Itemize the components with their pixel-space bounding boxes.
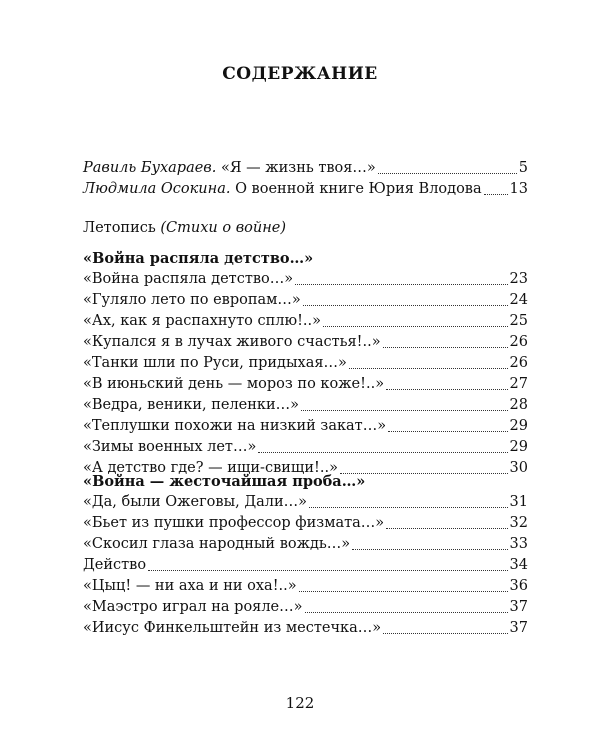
entry-page: 31 xyxy=(509,494,528,510)
page-title: СОДЕРЖАНИЕ xyxy=(222,64,378,84)
entry-page: 24 xyxy=(509,292,528,308)
entry-title: «Я — жизнь твоя…» xyxy=(220,160,376,176)
entry-title: «Гуляло лето по европам…» xyxy=(83,292,301,308)
dot-leader xyxy=(484,194,508,195)
toc-entry xyxy=(83,395,528,416)
toc-entry xyxy=(83,290,528,311)
entry-page: 34 xyxy=(509,557,528,573)
chronicle-label: Летопись xyxy=(83,220,156,236)
toc-entry xyxy=(83,534,528,555)
dot-leader xyxy=(386,528,507,529)
entry-page: 25 xyxy=(509,313,528,329)
entry-title: «Иисус Финкельштейн из местечка…» xyxy=(83,620,382,636)
entry-title: «А детство где? — ищи-свищи!..» xyxy=(83,460,338,476)
entry-page: 32 xyxy=(509,515,528,531)
toc-section xyxy=(83,471,528,639)
chronicle-heading xyxy=(83,218,528,239)
chronicle-subtitle: (Стихи о войне) xyxy=(160,220,286,236)
dot-leader xyxy=(301,410,508,411)
entry-page: 37 xyxy=(509,599,528,615)
entry-title: «Ах, как я распахнуто сплю!..» xyxy=(83,313,322,329)
entry-title: «Зимы военных лет…» xyxy=(83,439,257,455)
entry-title: «Цыц! — ни аха и ни оха!..» xyxy=(83,578,297,594)
toc-entry xyxy=(83,374,528,395)
entry-title: «Скосил глаза народный вождь…» xyxy=(83,536,351,552)
entry-page: 30 xyxy=(509,460,528,476)
entry-page: 37 xyxy=(509,620,528,636)
entry-page: 13 xyxy=(509,181,528,197)
dot-leader xyxy=(323,326,508,327)
toc-entry xyxy=(83,332,528,353)
dot-leader xyxy=(299,591,508,592)
page-number: 122 xyxy=(285,694,315,712)
entry-page: 33 xyxy=(509,536,528,552)
entry-title: «Ведра, веники, пеленки…» xyxy=(83,397,299,413)
toc-entry xyxy=(83,437,528,458)
dot-leader xyxy=(295,284,507,285)
toc-entry xyxy=(83,179,528,200)
entry-title: «Купался я в лучах живого счастья!..» xyxy=(83,334,381,350)
toc-entry xyxy=(83,513,528,534)
entry-title: «Маэстро играл на рояле…» xyxy=(83,599,303,615)
section-heading: «Война распяла детство…» xyxy=(83,250,314,267)
dot-leader xyxy=(303,305,508,306)
toc-entry xyxy=(83,158,528,179)
entry-page: 28 xyxy=(509,397,528,413)
entry-author: Людмила Осокина. xyxy=(83,181,231,197)
dot-leader xyxy=(352,549,507,550)
toc-entry xyxy=(83,618,528,639)
dot-leader xyxy=(309,507,508,508)
entry-title: О военной книге Юрия Влодова xyxy=(235,181,482,197)
dot-leader xyxy=(383,347,508,348)
entry-title: «Да, были Ожеговы, Дали…» xyxy=(83,494,308,510)
dot-leader xyxy=(386,389,507,390)
section-heading: «Война — жесточайшая проба…» xyxy=(83,473,366,490)
dot-leader xyxy=(305,612,508,613)
entry-author: Равиль Бухараев. xyxy=(83,160,217,176)
entry-page: 26 xyxy=(509,334,528,350)
entry-page: 26 xyxy=(509,355,528,371)
entry-page: 23 xyxy=(509,271,528,287)
dot-leader xyxy=(148,570,507,571)
toc-section xyxy=(83,248,528,479)
toc-entry xyxy=(83,555,528,576)
entry-title: Действо xyxy=(83,557,147,573)
toc-entry xyxy=(83,597,528,618)
toc-entry xyxy=(83,492,528,513)
intro-list xyxy=(83,158,528,200)
dot-leader xyxy=(378,173,517,174)
dot-leader xyxy=(349,368,508,369)
entry-page: 29 xyxy=(509,418,528,434)
dot-leader xyxy=(388,431,507,432)
entry-page: 27 xyxy=(509,376,528,392)
entry-title: «В июньский день — мороз по коже!..» xyxy=(83,376,385,392)
entry-title: «Танки шли по Руси, придыхая…» xyxy=(83,355,347,371)
entry-page: 36 xyxy=(509,578,528,594)
toc-entry xyxy=(83,416,528,437)
entry-title: «Бьет из пушки профессор физмата…» xyxy=(83,515,385,531)
toc-entry xyxy=(83,353,528,374)
entry-page: 5 xyxy=(518,160,528,176)
dot-leader xyxy=(383,633,507,634)
toc-entry xyxy=(83,269,528,290)
entry-title: «Теплушки похожи на низкий закат…» xyxy=(83,418,387,434)
entry-title: «Война распяла детство…» xyxy=(83,271,294,287)
toc-entry xyxy=(83,576,528,597)
dot-leader xyxy=(258,452,507,453)
toc-entry xyxy=(83,311,528,332)
entry-page: 29 xyxy=(509,439,528,455)
